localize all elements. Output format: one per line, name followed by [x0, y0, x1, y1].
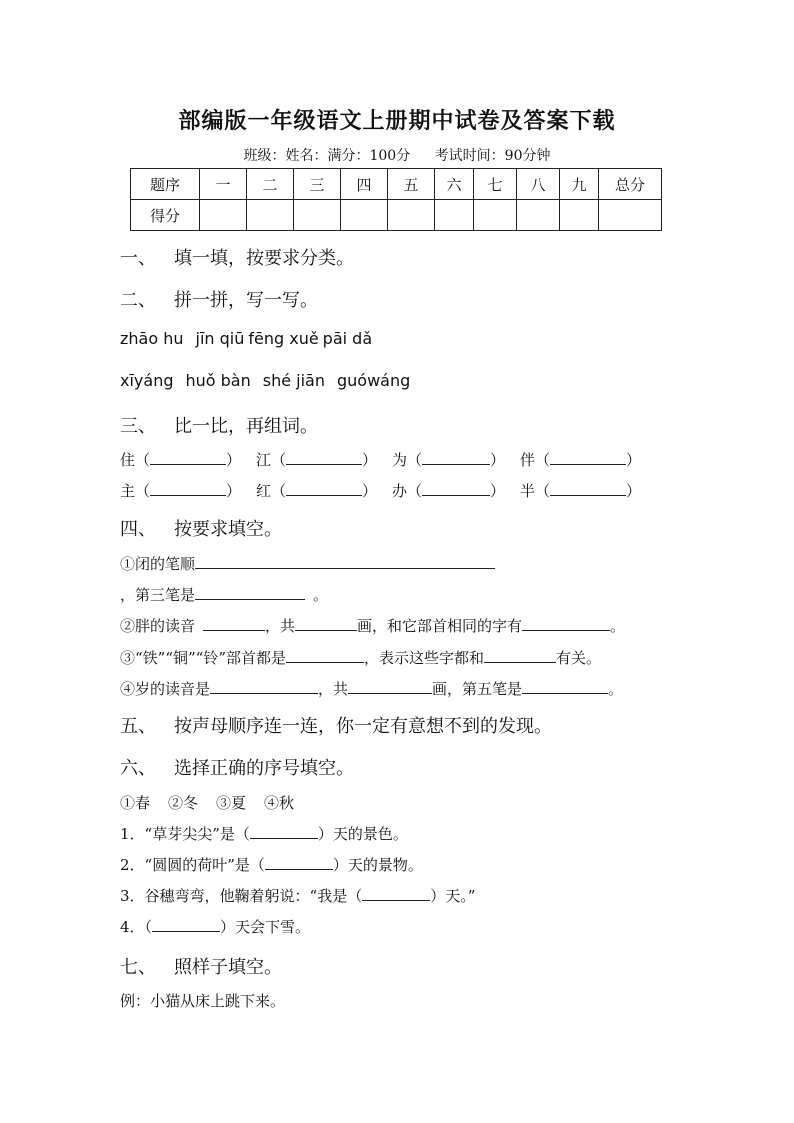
score-cell[interactable]	[247, 200, 294, 231]
q7-example: 例：小猫从床上跳下来。	[120, 992, 286, 1010]
section-1-heading	[120, 244, 354, 270]
answer-blank[interactable]	[152, 917, 220, 932]
score-header-cell: 五	[388, 169, 435, 200]
answer-blank[interactable]	[150, 481, 226, 496]
score-header-cell: 八	[517, 169, 560, 200]
q6-line-4: 4．（ ）天会下雪。	[120, 918, 311, 936]
pinyin-word: xīyáng	[120, 371, 174, 390]
pinyin-word: fēng xuě	[248, 329, 319, 348]
score-header-cell: 二	[247, 169, 294, 200]
q4-line-1: ①闭的笔顺	[120, 553, 495, 574]
score-cell[interactable]	[200, 200, 247, 231]
compare-item: 办（ ）	[392, 482, 506, 500]
score-cell[interactable]	[341, 200, 388, 231]
answer-blank[interactable]	[210, 679, 318, 694]
pinyin-word: guówáng	[337, 371, 411, 390]
option: ④秋	[264, 794, 295, 812]
q4-line-5: ④岁的读音是 ，共 画，第五笔是 。	[120, 680, 624, 698]
compare-row-2	[0, 480, 794, 504]
q4-line-4: ③“铁”“铜”“铃”部首都是 ，表示这些字都和 有关。	[120, 649, 602, 667]
section-text: 照样子填空。	[174, 957, 282, 978]
answer-blank[interactable]	[422, 450, 490, 465]
section-5-heading	[120, 712, 552, 738]
section-number: 五、	[120, 716, 156, 737]
score-header-cell: 四	[341, 169, 388, 200]
score-header-cell: 一	[200, 169, 247, 200]
exam-info	[0, 145, 794, 165]
section-7-heading	[120, 953, 282, 979]
pinyin-row-2	[120, 371, 422, 390]
section-4-heading	[120, 515, 282, 541]
option: ②冬	[168, 794, 199, 812]
compare-row-1	[0, 449, 794, 473]
section-number: 六、	[120, 758, 156, 779]
answer-blank[interactable]	[362, 886, 430, 901]
answer-blank[interactable]	[150, 450, 226, 465]
section-number: 七、	[120, 957, 156, 978]
score-cell[interactable]	[474, 200, 517, 231]
answer-blank[interactable]	[195, 554, 495, 569]
score-row-label: 得分	[131, 200, 200, 231]
score-input-row	[131, 200, 662, 231]
answer-blank[interactable]	[295, 616, 357, 631]
score-header-cell: 总分	[599, 169, 662, 200]
option: ③夏	[216, 794, 247, 812]
q6-line-1: 1．“草芽尖尖”是（ ）天的景色。	[120, 825, 408, 843]
section-text: 拼一拼，写一写。	[174, 290, 318, 311]
answer-blank[interactable]	[265, 855, 333, 870]
score-header-cell: 三	[294, 169, 341, 200]
page-title: 部编版一年级语文上册期中试卷及答案下载	[178, 108, 616, 134]
section-text: 比一比，再组词。	[174, 416, 318, 437]
score-header-cell: 六	[435, 169, 474, 200]
score-cell[interactable]	[517, 200, 560, 231]
score-cell[interactable]	[560, 200, 599, 231]
q6-options	[120, 792, 294, 813]
q4-line-3: ②胖的读音 ，共 画，和它部首相同的字有 。	[120, 617, 626, 635]
score-cell[interactable]	[599, 200, 662, 231]
section-number: 二、	[120, 290, 156, 311]
section-text: 按要求填空。	[174, 519, 282, 540]
q6-line-3: 3．谷穗弯弯，他鞠着躬说：“我是（ ）天。”	[120, 887, 476, 905]
answer-blank[interactable]	[348, 679, 432, 694]
answer-blank[interactable]	[203, 616, 265, 631]
answer-blank[interactable]	[484, 648, 556, 663]
section-number: 一、	[120, 248, 156, 269]
pinyin-word: shé jiān	[262, 371, 325, 390]
answer-blank[interactable]	[286, 450, 362, 465]
section-2-heading	[120, 286, 318, 312]
q4-line-2: ，第三笔是 。	[120, 586, 329, 604]
class-info: 班级：姓名：满分：100分	[243, 148, 411, 164]
answer-blank[interactable]	[522, 679, 608, 694]
answer-blank[interactable]	[550, 450, 626, 465]
answer-blank[interactable]	[550, 481, 626, 496]
score-header-cell: 题序	[131, 169, 200, 200]
answer-blank[interactable]	[522, 616, 610, 631]
compare-item: 为（ ）	[392, 451, 506, 469]
score-header-cell: 七	[474, 169, 517, 200]
score-cell[interactable]	[294, 200, 341, 231]
pinyin-word: jīn qiū	[195, 329, 245, 348]
option: ①春	[120, 794, 151, 812]
section-text: 按声母顺序连一连，你一定有意想不到的发现。	[174, 716, 552, 737]
section-6-heading	[120, 754, 354, 780]
answer-blank[interactable]	[250, 824, 318, 839]
score-header-row	[131, 169, 662, 200]
compare-item: 主（ ）	[120, 482, 242, 500]
pinyin-row-1	[120, 329, 384, 348]
compare-item: 伴（ ）	[520, 451, 642, 469]
score-table	[130, 168, 662, 231]
exam-time: 考试时间：90分钟	[434, 148, 551, 164]
section-text: 选择正确的序号填空。	[174, 758, 354, 779]
q6-line-2: 2．“圆圆的荷叶”是（ ）天的景物。	[120, 856, 423, 874]
section-number: 三、	[120, 416, 156, 437]
section-number: 四、	[120, 519, 156, 540]
pinyin-word: pāi dǎ	[322, 329, 373, 348]
answer-blank[interactable]	[195, 585, 305, 600]
answer-blank[interactable]	[286, 648, 364, 663]
answer-blank[interactable]	[286, 481, 362, 496]
pinyin-word: zhāo hu	[120, 329, 184, 348]
score-cell[interactable]	[435, 200, 474, 231]
compare-item: 红（ ）	[256, 482, 378, 500]
pinyin-word: huǒ bàn	[185, 371, 251, 390]
compare-item: 住（ ）	[120, 451, 242, 469]
answer-blank[interactable]	[422, 481, 490, 496]
compare-item: 半（ ）	[520, 482, 642, 500]
score-cell[interactable]	[388, 200, 435, 231]
section-3-heading	[120, 412, 318, 438]
section-text: 填一填，按要求分类。	[174, 248, 354, 269]
compare-item: 江（ ）	[256, 451, 378, 469]
score-header-cell: 九	[560, 169, 599, 200]
